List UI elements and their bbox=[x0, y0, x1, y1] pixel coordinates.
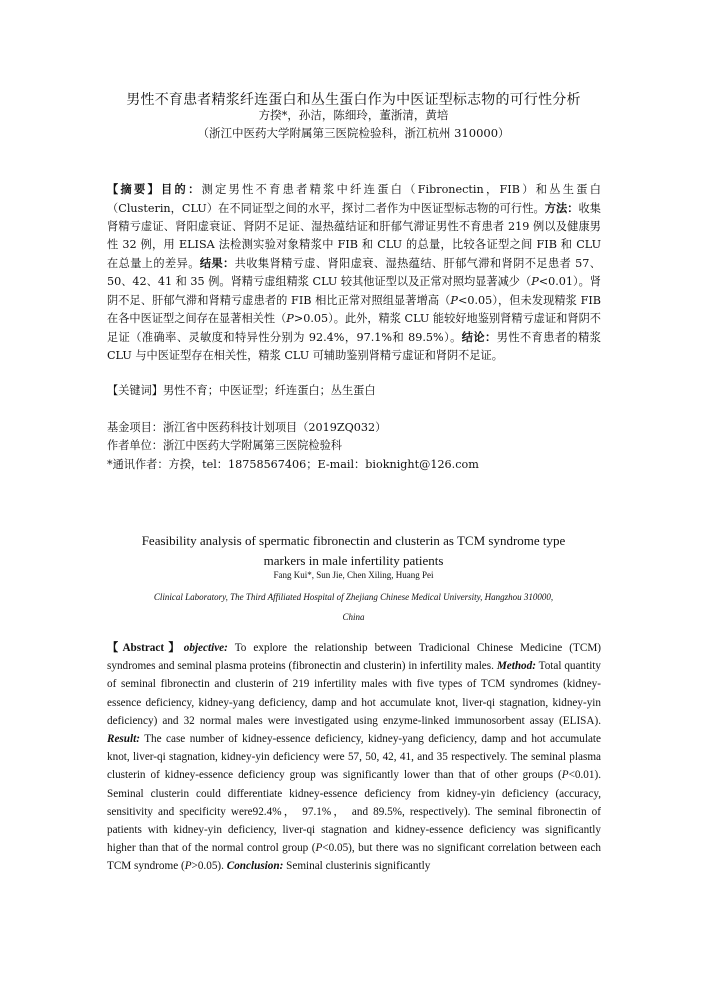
conclusion-label: 结论： bbox=[461, 329, 497, 344]
conclusion-text: Seminal clusterinis significantly bbox=[283, 860, 431, 873]
objective-text: 测定男性不育患者精浆中纤连蛋白（Fibronectin，FIB）和丛生蛋白（Clusterin，CLU）在不同证型之间的水平，探讨二者作为中医证型标志物的可行性。 bbox=[107, 183, 601, 216]
english-authors: Fang Kui*, Sun Jie, Chen Xiling, Huang Pei bbox=[273, 570, 434, 580]
english-title bbox=[100, 531, 607, 571]
keywords-label: 【关键词】 bbox=[107, 384, 163, 397]
chinese-title: 男性不育患者精浆纤连蛋白和丛生蛋白作为中医证型标志物的可行性分析 bbox=[126, 92, 581, 108]
fund-line: 基金项目：浙江省中医药科技计划项目（2019ZQ032） bbox=[107, 421, 387, 434]
keywords-text: 男性不育；中医证型；纤连蛋白；丛生蛋白 bbox=[162, 384, 376, 397]
method-text: Total quantity of seminal fibronectin and clusterin of 219 infertility males with five types of TCM syndromes (kidney-essence deficiency, kidney-yang deficiency, damp and hot accumulate knot, liver-qi stagnation, kidney-yin deficiency) and 32 normal males were investigated using enzyme-linked immunosorbent assay (ELISA). bbox=[107, 660, 602, 727]
objective-label: 目的： bbox=[161, 182, 202, 196]
result-text: <0.05），但未发现精浆 FIB 在各中医证型之间存在显著相关性（ bbox=[107, 293, 601, 325]
footnote-block bbox=[107, 419, 601, 474]
author-unit-line: 作者单位：浙江中医药大学附属第三医院检验科 bbox=[107, 439, 342, 453]
result-label: Result: bbox=[107, 733, 140, 746]
english-abstract bbox=[107, 639, 601, 876]
p-value-symbol: P bbox=[531, 275, 539, 289]
english-affiliation-line: Clinical Laboratory, The Third Affiliated Hospital of Zhejiang Chinese Medical University, Hangzhou 310000, bbox=[153, 592, 554, 602]
p-value-symbol: P bbox=[450, 293, 458, 307]
p-value-symbol: P bbox=[286, 311, 294, 325]
method-text: 收集肾精亏虚证、肾阳虚衰证、肾阴不足证、湿热蕴结证和肝郁气滞证男性不育患者 219 例以及健康男性 32 例，用 ELISA 法检测实验对象精浆中 FIB 和 CLU 的总量，比较各证型之间 FIB 和 CLU 在总量上的差异。 bbox=[107, 202, 601, 271]
result-text: >0.05）。此外，精浆 CLU 能较好地鉴别肾精亏虚证和肾阴不足证（准确率、灵敏度和特异性分别为 92.4%，97.1%和 89.5%）。 bbox=[107, 311, 601, 344]
chinese-affiliation: （浙江中医药大学附属第三医院检验科，浙江杭州 310000） bbox=[197, 126, 510, 140]
conclusion-label: Conclusion: bbox=[226, 860, 284, 873]
method-label: Method: bbox=[496, 660, 536, 673]
objective-text: To explore the relationship between Tradicional Chinese Medicine (TCM) syndromes and seminal plasma proteins (fibronectin and clusterin) in infertility males. bbox=[107, 642, 601, 673]
chinese-abstract bbox=[107, 180, 601, 365]
result-label: 结果： bbox=[199, 256, 235, 271]
corresponding-author-line: *通讯作者：方揆，tel：18758567406；E-mail：bioknight@126.com bbox=[107, 457, 479, 471]
result-text: The case number of kidney-essence deficiency, kidney-yang deficiency, damp and hot accumulate knot, liver-qi stagnation, kidney-yin deficiency were 57, 50, 42, 41, and 35 respectively. The seminal plasma clusterin of kidney-essence deficiency group was significantly lower than that of other groups ( bbox=[107, 733, 601, 782]
english-title-line: markers in male infertility patients bbox=[263, 553, 444, 568]
english-affiliation bbox=[100, 587, 607, 627]
method-label: 方法： bbox=[544, 201, 579, 216]
objective-label: objective: bbox=[183, 642, 228, 654]
result-text: 共收集肾精亏虚、肾阳虚衰、湿热蕴结、肝郁气滞和肾阴不足患者 57、50、42、41 和 35 例。肾精亏虚组精浆 CLU 较其他证型以及正常对照均显著减少（ bbox=[107, 257, 601, 289]
conclusion-text: 男性不育患者的精浆 CLU 与中医证型存在相关性，精浆 CLU 可辅助鉴别肾精亏虚证和肾阴不足证。 bbox=[107, 330, 601, 362]
result-text: >0.05). bbox=[191, 860, 227, 873]
p-value-symbol: P bbox=[184, 860, 192, 873]
english-affiliation-line: China bbox=[342, 612, 365, 622]
p-value-symbol: P bbox=[561, 769, 569, 782]
chinese-keywords bbox=[107, 382, 601, 400]
chinese-authors: 方揆*，孙洁，陈细玲，董浙清，黄培 bbox=[258, 108, 449, 122]
result-text: <0.01）。肾阴不足、肝郁气滞和肾精亏虚患者的 FIB 相比正常对照组显著增高（ bbox=[107, 275, 601, 307]
abstract-bracket-label: 【摘要】 bbox=[107, 182, 162, 196]
result-text: <0.01). Seminal clusterin could differentiate kidney-essence deficiency from kidney-yin deficiency (accuracy, sensitivity and specificity were92.4%， 97.1%， and 89.5%, respectively). The seminal fibronectin of patients with kidney-yin deficiency, liver-qi stagnation and kidney-essence deficiency was significantly higher than that of the normal control group ( bbox=[107, 769, 601, 855]
abstract-bracket-label: 【Abstract】 bbox=[107, 642, 184, 654]
p-value-symbol: P bbox=[315, 842, 323, 855]
result-text: <0.05), but there was no significant correlation between each TCM syndrome ( bbox=[107, 842, 601, 873]
english-title-line: Feasibility analysis of spermatic fibronectin and clusterin as TCM syndrome type bbox=[141, 533, 566, 548]
